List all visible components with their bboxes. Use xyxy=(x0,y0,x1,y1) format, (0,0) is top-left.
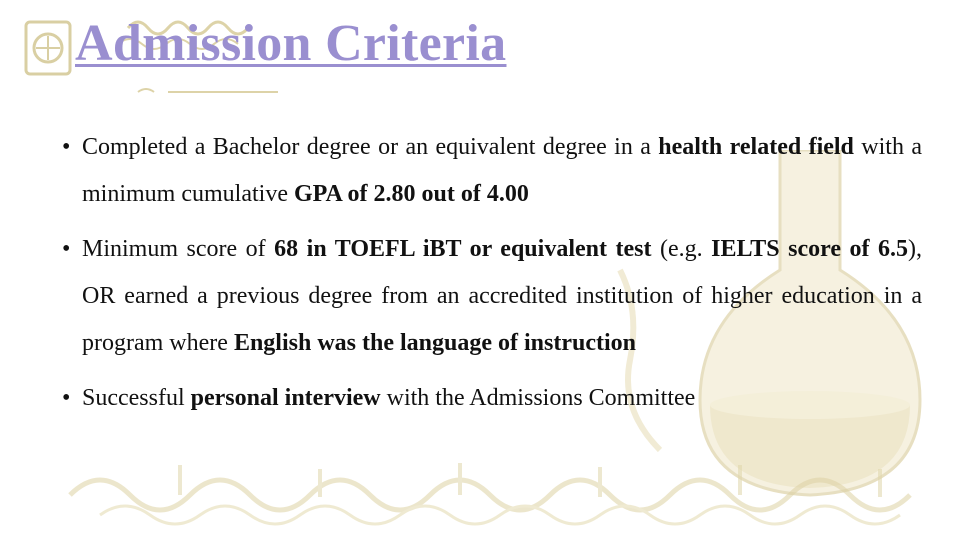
bullet-marker: • xyxy=(62,385,71,411)
criteria-text: (e.g. xyxy=(651,236,712,262)
criteria-emphasis: IELTS score of 6.5 xyxy=(711,236,908,262)
criteria-emphasis: 68 in TOEFL iBT or equivalent test xyxy=(274,236,652,262)
criteria-item xyxy=(62,226,922,367)
calligraphy-watermark xyxy=(60,455,950,535)
criteria-item xyxy=(62,375,922,422)
bullet-marker: • xyxy=(62,134,71,160)
criteria-text: with the Admissions Committee xyxy=(380,385,696,411)
criteria-emphasis: personal interview xyxy=(190,385,381,411)
criteria-item xyxy=(62,124,922,218)
criteria-text: Minimum score of xyxy=(82,236,275,262)
criteria-emphasis: English was the language of instruction xyxy=(233,330,636,356)
criteria-text: Completed a Bachelor degree or an equivalent degree in a xyxy=(82,134,659,160)
bullet-marker: • xyxy=(62,236,71,262)
criteria-text: ), OR earned a previous degree from an accredited institution of higher education in a program where xyxy=(82,236,922,356)
slide-title: Admission Criteria xyxy=(75,15,507,72)
criteria-text: with a minimum cumulative xyxy=(82,134,922,207)
criteria-list xyxy=(62,124,922,430)
criteria-text: Successful xyxy=(82,385,191,411)
criteria-emphasis: health related field xyxy=(658,134,854,160)
criteria-emphasis: GPA of 2.80 out of 4.00 xyxy=(293,181,529,207)
